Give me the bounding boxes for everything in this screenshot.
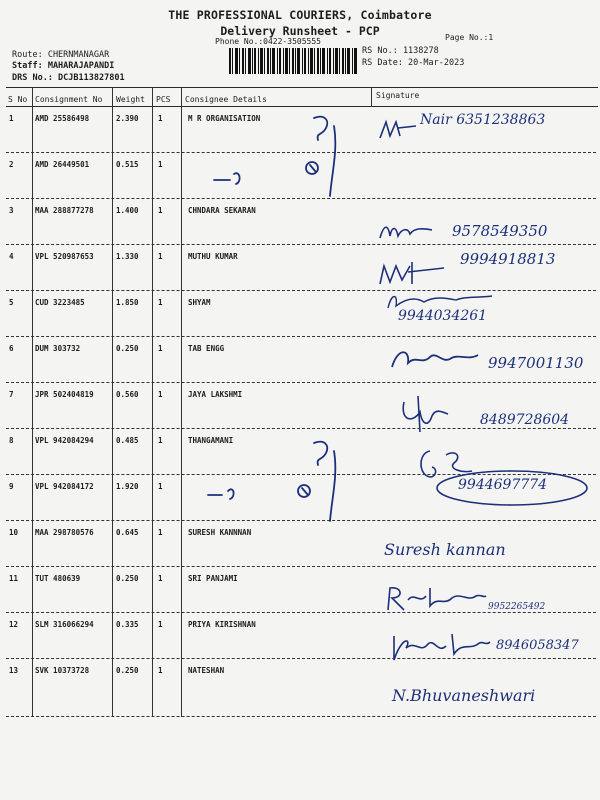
row-pcs: 1: [158, 436, 163, 445]
column-consignee: Consignee Details: [185, 95, 267, 104]
row-pcs: 1: [158, 666, 163, 675]
column-sno: S No: [8, 95, 28, 104]
row-consignment: TUT 480639: [35, 574, 81, 583]
row-sno: 1: [9, 114, 14, 123]
row-weight: 0.645: [116, 528, 139, 537]
row-consignment: MAA 288877278: [35, 206, 94, 215]
phone-number: Phone No.:0422-3505555: [215, 37, 321, 46]
column-weight: Weight: [116, 95, 145, 104]
staff-label: Staff: MAHARAJAPANDI: [12, 61, 115, 71]
header-top-rule: [6, 87, 598, 88]
row-consignment: AMD 26449501: [35, 160, 90, 169]
signature-scribble-1: [378, 118, 418, 142]
handwritten-signature-10: Suresh kannan: [384, 540, 506, 559]
handwritten-signature-5: 9944034261: [398, 308, 488, 324]
handwritten-signature-7: 8489728604: [480, 412, 570, 428]
signature-scribble-7: [398, 394, 450, 434]
document-subtitle: Delivery Runsheet - PCP: [220, 24, 380, 38]
handwritten-mark-row1-2: [206, 110, 356, 200]
row-weight: 1.400: [116, 206, 139, 215]
row-pcs: 1: [158, 344, 163, 353]
signature-scribble-3: [378, 220, 434, 244]
row-weight: 0.250: [116, 574, 139, 583]
row-pcs: 1: [158, 114, 163, 123]
row-sno: 10: [9, 528, 19, 537]
row-weight: 0.560: [116, 390, 139, 399]
signature-scribble-12: [388, 632, 492, 664]
row-consignee: CHNDARA SEKARAN: [188, 206, 256, 215]
handwritten-signature-6: 9947001130: [488, 354, 584, 372]
row-consignment: AMD 25586498: [35, 114, 90, 123]
row-pcs: 1: [158, 390, 163, 399]
row-pcs: 1: [158, 574, 163, 583]
row-consignee: PRIYA KIRISHNAN: [188, 620, 256, 629]
row-divider: [6, 716, 596, 717]
column-consignment: Consignment No: [35, 95, 103, 104]
row-weight: 0.335: [116, 620, 139, 629]
column-pcs: PCS: [156, 95, 171, 104]
signature-scribble-6: [388, 345, 480, 373]
column-divider: [181, 87, 182, 717]
handwritten-signature-12: 8946058347: [496, 638, 579, 653]
row-sno: 12: [9, 620, 19, 629]
rs-date: RS Date: 20-Mar-2023: [362, 58, 465, 68]
row-consignee: SHYAM: [188, 298, 211, 307]
row-sno: 8: [9, 436, 14, 445]
signature-scribble-11: [384, 584, 488, 614]
handwritten-signature-13: N.Bhuvaneshwari: [392, 686, 536, 705]
row-weight: 0.515: [116, 160, 139, 169]
row-weight: 0.250: [116, 666, 139, 675]
row-consignment: SLM 316066294: [35, 620, 94, 629]
column-divider: [32, 87, 33, 717]
row-sno: 7: [9, 390, 14, 399]
row-sno: 6: [9, 344, 14, 353]
column-signature: Signature: [376, 91, 420, 100]
row-consignee: MUTHU KUMAR: [188, 252, 238, 261]
row-divider: [6, 336, 596, 337]
row-sno: 2: [9, 160, 14, 169]
row-consignment: JPR 502404819: [35, 390, 94, 399]
row-consignee: SURESH KANNNAN: [188, 528, 252, 537]
row-weight: 1.330: [116, 252, 139, 261]
handwritten-signature-4: 9994918813: [460, 250, 556, 268]
company-title: THE PROFESSIONAL COURIERS, Coimbatore: [168, 8, 432, 22]
row-sno: 13: [9, 666, 19, 675]
header-bottom-rule: [6, 106, 598, 107]
row-divider: [6, 612, 596, 613]
handwritten-mark-row8-9: [206, 435, 356, 525]
row-sno: 4: [9, 252, 14, 261]
row-divider: [6, 290, 596, 291]
row-pcs: 1: [158, 206, 163, 215]
column-divider: [112, 87, 113, 717]
handwritten-signature-1: Nair 6351238863: [420, 112, 546, 128]
handwritten-signature-9: 9944697774: [458, 477, 548, 493]
row-pcs: 1: [158, 620, 163, 629]
row-consignment: VPL 942084172: [35, 482, 94, 491]
drs-number: DRS No.: DCJB113827801: [12, 73, 125, 83]
row-consignee: TAB ENGG: [188, 344, 225, 353]
row-consignment: DUM 303732: [35, 344, 81, 353]
row-weight: 1.920: [116, 482, 139, 491]
row-consignment: VPL 942084294: [35, 436, 94, 445]
row-weight: 0.250: [116, 344, 139, 353]
row-consignee: JAYA LAKSHMI: [188, 390, 243, 399]
row-consignee: THANGAMANI: [188, 436, 234, 445]
row-consignee: M R ORGANISATION: [188, 114, 261, 123]
route-label: Route: CHERNMANAGAR: [12, 50, 110, 60]
row-divider: [6, 428, 596, 429]
row-pcs: 1: [158, 528, 163, 537]
row-divider: [6, 244, 596, 245]
rs-number: RS No.: 1138278: [362, 46, 439, 56]
row-sno: 9: [9, 482, 14, 491]
row-sno: 11: [9, 574, 19, 583]
row-consignment: CUD 3223485: [35, 298, 85, 307]
row-divider: [6, 566, 596, 567]
handwritten-signature-3: 9578549350: [452, 222, 548, 240]
handwritten-signature-11: 9952265492: [488, 602, 546, 612]
row-weight: 0.485: [116, 436, 139, 445]
page-number: Page No.:1: [445, 33, 494, 42]
row-weight: 1.850: [116, 298, 139, 307]
row-weight: 2.390: [116, 114, 139, 123]
row-pcs: 1: [158, 482, 163, 491]
row-sno: 5: [9, 298, 14, 307]
row-pcs: 1: [158, 252, 163, 261]
column-divider: [152, 87, 153, 717]
row-consignment: MAA 298780576: [35, 528, 94, 537]
row-consignee: NATESHAN: [188, 666, 225, 675]
row-consignment: VPL 520987653: [35, 252, 94, 261]
row-consignee: SRI PANJAMI: [188, 574, 238, 583]
row-consignment: SVK 10373728: [35, 666, 90, 675]
row-divider: [6, 382, 596, 383]
row-sno: 3: [9, 206, 14, 215]
row-divider: [6, 658, 596, 659]
signature-scribble-4: [378, 258, 448, 288]
row-pcs: 1: [158, 298, 163, 307]
barcode: [229, 48, 357, 74]
row-pcs: 1: [158, 160, 163, 169]
column-divider: [371, 87, 372, 107]
